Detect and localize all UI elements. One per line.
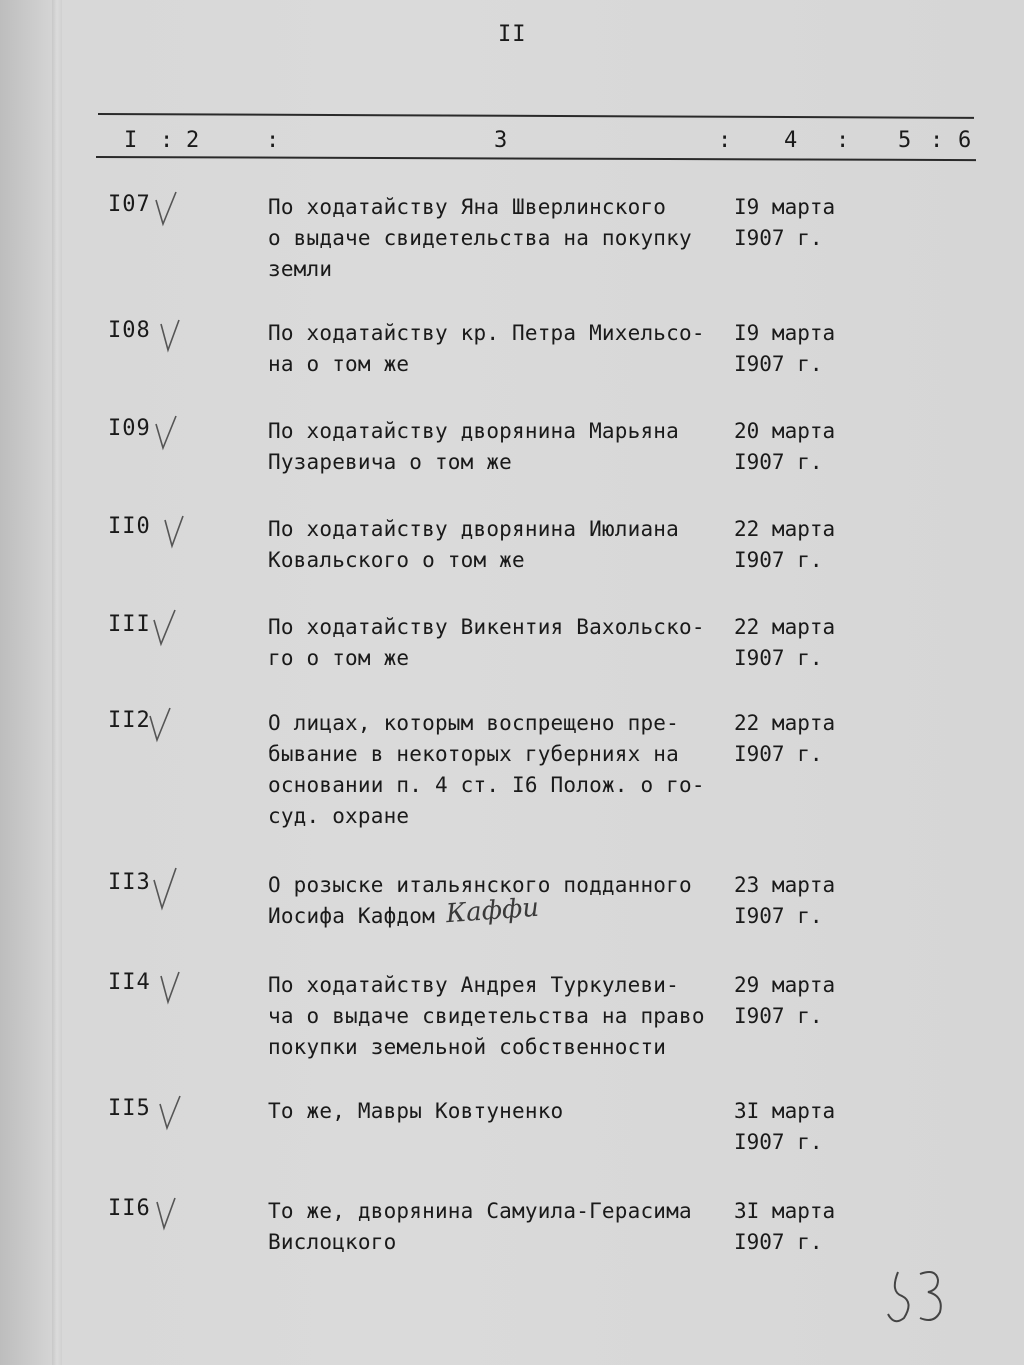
record-number: I09 — [108, 416, 151, 441]
folio-number-handwritten — [880, 1262, 960, 1332]
record-description: По ходатайству Викентия Вахольско- го о том же — [268, 615, 705, 670]
header-sep-4: : — [836, 128, 850, 153]
check-mark-icon — [156, 966, 184, 1008]
record-description: По ходатайству Яна Шверлинского о выдаче свидетельства на покупку земли — [268, 195, 692, 281]
record-date: 3I марта I907 г. — [734, 1099, 836, 1154]
header-col-5: 5 — [898, 128, 912, 153]
record-number: III — [108, 612, 151, 637]
record-date: I9 марта I907 г. — [734, 321, 836, 376]
page-number: II — [498, 22, 527, 47]
header-col-1: I — [124, 128, 138, 153]
header-col-6: 6 — [958, 128, 972, 153]
record-number: II4 — [108, 970, 151, 995]
record-date: I9 марта I907 г. — [734, 195, 836, 250]
header-col-4: 4 — [784, 128, 798, 153]
record-description: То же, Мавры Ковтуненко — [268, 1099, 564, 1123]
check-mark-icon — [150, 608, 178, 650]
record-number: II6 — [108, 1196, 151, 1221]
record-date: 3I марта I907 г. — [734, 1199, 836, 1254]
header-sep-5: : — [930, 128, 944, 153]
check-mark-icon — [152, 1192, 180, 1234]
record-number: II0 — [108, 514, 151, 539]
record-description: О лицах, которым воспрещено пре- бывание в некоторых губерниях на основании п. 4 ст. I6 Полож. о го- суд. охране — [268, 711, 705, 828]
record-description: По ходатайству кр. Петра Михельсо- на о том же — [268, 321, 705, 376]
record-number: II5 — [108, 1096, 151, 1121]
page-fold-shadow — [52, 0, 62, 1365]
record-number: I08 — [108, 318, 151, 343]
header-col-3: 3 — [494, 128, 508, 153]
header-sep-2: : — [266, 128, 280, 153]
record-number: II2 — [108, 708, 151, 733]
record-date: 22 марта I907 г. — [734, 615, 836, 670]
record-date: 22 марта I907 г. — [734, 517, 836, 572]
check-mark-icon — [156, 1092, 184, 1134]
record-date: 23 марта I907 г. — [734, 873, 836, 928]
header-sep-1: : — [160, 128, 174, 153]
column-header — [120, 128, 980, 156]
record-description: По ходатайству Андрея Туркулеви- ча о выдаче свидетельства на право покупки земельной собственности — [268, 973, 705, 1059]
record-number: II3 — [108, 870, 151, 895]
check-mark-icon — [156, 314, 184, 356]
check-mark-icon — [160, 510, 188, 552]
header-rule-bottom — [96, 156, 976, 161]
record-description: По ходатайству дворянина Марьяна Пузаревича о том же — [268, 419, 679, 474]
header-col-2: 2 — [186, 128, 200, 153]
record-description: О розыске итальянского подданного Иосифа Кафдом — [268, 873, 692, 928]
check-mark-icon — [146, 704, 174, 746]
record-date: 20 марта I907 г. — [734, 419, 836, 474]
check-mark-icon — [152, 412, 180, 454]
check-mark-icon — [150, 866, 178, 914]
handwritten-correction: Каффи — [445, 892, 541, 930]
check-mark-icon — [152, 188, 180, 230]
header-rule-top — [98, 113, 974, 119]
record-description: То же, дворянина Самуила-Герасима Вислоцкого — [268, 1199, 692, 1254]
record-date: 29 марта I907 г. — [734, 973, 836, 1028]
record-description: По ходатайству дворянина Июлиана Ковальского о том же — [268, 517, 679, 572]
header-sep-3: : — [718, 128, 732, 153]
record-number: I07 — [108, 192, 151, 217]
record-date: 22 марта I907 г. — [734, 711, 836, 766]
